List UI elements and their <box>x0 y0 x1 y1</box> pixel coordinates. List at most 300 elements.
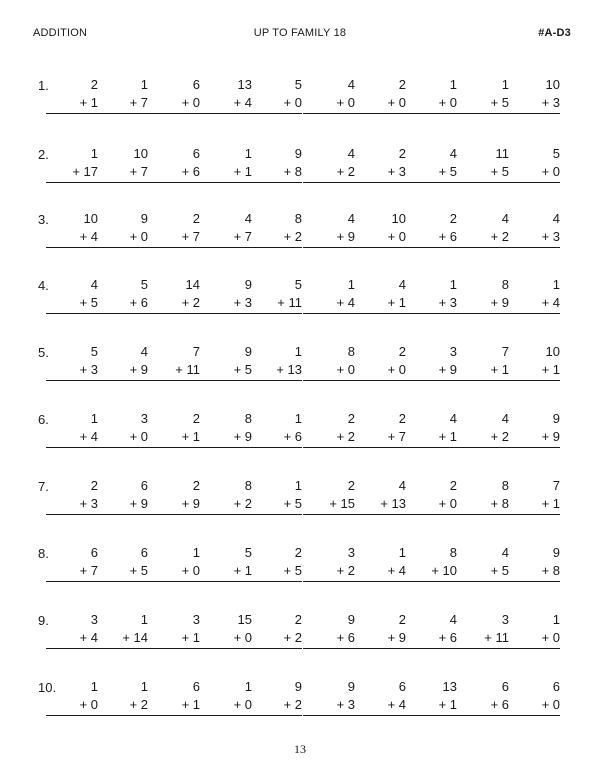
addend-bottom: + 8 <box>541 563 560 578</box>
addition-problem <box>46 76 98 114</box>
addend-top: 1 <box>552 277 560 292</box>
addition-problem <box>457 343 509 381</box>
addend-bottom: + 1 <box>181 697 200 712</box>
addition-problem <box>250 276 302 314</box>
addition-problem <box>250 210 302 248</box>
answer-line <box>354 380 406 381</box>
addition-problem <box>250 76 302 114</box>
addition-problem <box>405 276 457 314</box>
addition-problem <box>250 477 302 515</box>
addend-bottom: + 5 <box>438 164 457 179</box>
addend-bottom: + 6 <box>336 630 355 645</box>
problem-row <box>0 145 600 195</box>
addend-top: 1 <box>294 411 302 426</box>
answer-line <box>148 514 200 515</box>
worksheet-subject: ADDITION <box>33 27 88 39</box>
addition-problem <box>508 76 560 114</box>
addition-problem <box>96 210 148 248</box>
addend-top: 2 <box>398 612 406 627</box>
answer-line <box>46 247 98 248</box>
addition-problem <box>303 544 355 582</box>
addition-problem <box>148 343 200 381</box>
addition-problem <box>46 678 98 716</box>
addition-problem <box>457 678 509 716</box>
addition-problem <box>457 410 509 448</box>
answer-line <box>200 581 252 582</box>
addend-top: 4 <box>90 277 98 292</box>
problem-row <box>0 410 600 460</box>
answer-line <box>354 447 406 448</box>
addend-top: 10 <box>545 77 560 92</box>
addend-bottom: + 6 <box>129 295 148 310</box>
answer-line <box>46 380 98 381</box>
addend-top: 1 <box>90 146 98 161</box>
answer-line <box>508 247 560 248</box>
addend-top: 5 <box>244 545 252 560</box>
addend-bottom: + 9 <box>181 496 200 511</box>
addend-top: 9 <box>244 344 252 359</box>
addend-top: 1 <box>90 411 98 426</box>
addend-top: 2 <box>398 77 406 92</box>
addend-bottom: + 7 <box>79 563 98 578</box>
answer-line <box>200 380 252 381</box>
addend-bottom: + 4 <box>79 429 98 444</box>
addition-problem <box>148 276 200 314</box>
addend-bottom: + 5 <box>129 563 148 578</box>
answer-line <box>46 313 98 314</box>
addition-problem <box>303 410 355 448</box>
answer-line <box>457 715 509 716</box>
addition-problem <box>354 410 406 448</box>
addend-bottom: + 6 <box>181 164 200 179</box>
problem-row <box>0 544 600 594</box>
addition-problem <box>200 678 252 716</box>
answer-line <box>148 247 200 248</box>
addend-bottom: + 1 <box>541 496 560 511</box>
addend-bottom: + 4 <box>387 697 406 712</box>
answer-line <box>303 715 355 716</box>
addend-bottom: + 1 <box>79 95 98 110</box>
addition-problem <box>148 145 200 183</box>
addend-top: 8 <box>501 277 509 292</box>
addend-top: 8 <box>244 478 252 493</box>
addend-top: 6 <box>501 679 509 694</box>
addend-bottom: + 1 <box>233 164 252 179</box>
answer-line <box>457 514 509 515</box>
addend-bottom: + 0 <box>387 362 406 377</box>
addition-problem <box>250 611 302 649</box>
problem-row <box>0 477 600 527</box>
answer-line <box>405 514 457 515</box>
addend-top: 9 <box>347 679 355 694</box>
answer-line <box>354 715 406 716</box>
answer-line <box>457 113 509 114</box>
addition-problem <box>46 145 98 183</box>
addend-bottom: + 0 <box>79 697 98 712</box>
addition-problem <box>508 678 560 716</box>
addend-top: 6 <box>192 679 200 694</box>
addend-bottom: + 3 <box>233 295 252 310</box>
answer-line <box>457 447 509 448</box>
addition-problem <box>303 611 355 649</box>
addition-problem <box>354 76 406 114</box>
addend-bottom: + 5 <box>490 164 509 179</box>
addition-problem <box>303 343 355 381</box>
answer-line <box>96 447 148 448</box>
addend-top: 9 <box>244 277 252 292</box>
addend-top: 3 <box>90 612 98 627</box>
addend-top: 1 <box>449 77 457 92</box>
addition-problem <box>457 145 509 183</box>
answer-line <box>46 715 98 716</box>
addition-problem <box>457 76 509 114</box>
addend-top: 4 <box>347 146 355 161</box>
answer-line <box>354 113 406 114</box>
addition-problem <box>148 76 200 114</box>
answer-line <box>46 581 98 582</box>
addend-top: 2 <box>90 77 98 92</box>
answer-line <box>250 715 302 716</box>
addition-problem <box>250 145 302 183</box>
addend-top: 10 <box>83 211 98 226</box>
addend-top: 4 <box>347 77 355 92</box>
problem-row <box>0 678 600 728</box>
answer-line <box>457 581 509 582</box>
addend-top: 8 <box>244 411 252 426</box>
addend-bottom: + 2 <box>233 496 252 511</box>
addition-problem <box>46 210 98 248</box>
addend-top: 5 <box>294 77 302 92</box>
addend-bottom: + 3 <box>541 95 560 110</box>
addition-problem <box>46 410 98 448</box>
answer-line <box>303 447 355 448</box>
addition-problem <box>508 343 560 381</box>
row-number: 7. <box>38 479 49 494</box>
addition-problem <box>354 678 406 716</box>
addend-bottom: + 10 <box>431 563 457 578</box>
addend-top: 5 <box>140 277 148 292</box>
addend-bottom: + 0 <box>129 429 148 444</box>
addition-problem <box>354 145 406 183</box>
addend-top: 13 <box>442 679 457 694</box>
addend-bottom: + 4 <box>387 563 406 578</box>
addend-top: 6 <box>398 679 406 694</box>
answer-line <box>148 715 200 716</box>
addend-top: 13 <box>237 77 252 92</box>
answer-line <box>508 514 560 515</box>
addition-problem <box>508 276 560 314</box>
addend-bottom: + 4 <box>336 295 355 310</box>
answer-line <box>250 313 302 314</box>
answer-line <box>405 581 457 582</box>
addend-top: 2 <box>398 411 406 426</box>
addend-top: 1 <box>294 344 302 359</box>
addend-top: 10 <box>133 146 148 161</box>
addition-problem <box>148 477 200 515</box>
worksheet-title: UP TO FAMILY 18 <box>253 27 347 39</box>
addend-top: 2 <box>90 478 98 493</box>
addend-top: 2 <box>449 211 457 226</box>
addend-top: 9 <box>347 612 355 627</box>
addition-problem <box>96 145 148 183</box>
addend-top: 9 <box>552 545 560 560</box>
addend-bottom: + 6 <box>283 429 302 444</box>
answer-line <box>250 247 302 248</box>
answer-line <box>508 715 560 716</box>
addend-bottom: + 0 <box>233 697 252 712</box>
addend-top: 8 <box>501 478 509 493</box>
addition-problem <box>46 611 98 649</box>
addend-bottom: + 5 <box>490 563 509 578</box>
addition-problem <box>46 343 98 381</box>
addition-problem <box>250 343 302 381</box>
answer-line <box>508 380 560 381</box>
problem-row <box>0 76 600 126</box>
answer-line <box>508 113 560 114</box>
answer-line <box>148 447 200 448</box>
answer-line <box>200 514 252 515</box>
addition-problem <box>200 343 252 381</box>
answer-line <box>96 581 148 582</box>
addend-top: 5 <box>552 146 560 161</box>
answer-line <box>405 380 457 381</box>
addition-problem <box>354 343 406 381</box>
addend-bottom: + 8 <box>283 164 302 179</box>
addend-bottom: + 0 <box>541 630 560 645</box>
worksheet-code: #A-D3 <box>538 27 571 39</box>
addend-top: 2 <box>347 478 355 493</box>
addend-top: 3 <box>140 411 148 426</box>
addition-problem <box>354 210 406 248</box>
answer-line <box>405 113 457 114</box>
addend-top: 7 <box>192 344 200 359</box>
answer-line <box>200 715 252 716</box>
problem-row <box>0 343 600 393</box>
addition-problem <box>457 544 509 582</box>
row-number: 4. <box>38 278 49 293</box>
addend-bottom: + 0 <box>336 362 355 377</box>
addend-top: 8 <box>294 211 302 226</box>
answer-line <box>46 648 98 649</box>
addend-bottom: + 1 <box>541 362 560 377</box>
addend-top: 10 <box>545 344 560 359</box>
answer-line <box>96 648 148 649</box>
answer-line <box>46 182 98 183</box>
addend-bottom: + 9 <box>541 429 560 444</box>
answer-line <box>148 581 200 582</box>
answer-line <box>457 380 509 381</box>
addend-bottom: + 0 <box>541 697 560 712</box>
answer-line <box>148 648 200 649</box>
problem-row <box>0 276 600 326</box>
addition-problem <box>46 477 98 515</box>
answer-line <box>96 182 148 183</box>
addition-problem <box>148 410 200 448</box>
answer-line <box>250 182 302 183</box>
addend-bottom: + 8 <box>490 496 509 511</box>
answer-line <box>303 648 355 649</box>
addend-bottom: + 2 <box>490 429 509 444</box>
addition-problem <box>457 276 509 314</box>
addend-bottom: + 9 <box>490 295 509 310</box>
addend-top: 8 <box>347 344 355 359</box>
addend-top: 4 <box>140 344 148 359</box>
answer-line <box>200 113 252 114</box>
addend-bottom: + 0 <box>283 95 302 110</box>
addend-top: 9 <box>294 146 302 161</box>
addend-bottom: + 0 <box>336 95 355 110</box>
answer-line <box>405 313 457 314</box>
addend-bottom: + 6 <box>438 630 457 645</box>
addend-top: 6 <box>192 146 200 161</box>
addition-problem <box>303 276 355 314</box>
addition-problem <box>200 544 252 582</box>
addend-bottom: + 2 <box>283 697 302 712</box>
addend-top: 6 <box>140 478 148 493</box>
addend-bottom: + 1 <box>387 295 406 310</box>
answer-line <box>303 247 355 248</box>
addition-problem <box>457 477 509 515</box>
addend-bottom: + 5 <box>490 95 509 110</box>
row-number: 1. <box>38 78 49 93</box>
addition-problem <box>405 544 457 582</box>
addition-problem <box>96 76 148 114</box>
addend-top: 2 <box>192 411 200 426</box>
row-number: 9. <box>38 613 49 628</box>
addition-problem <box>405 678 457 716</box>
answer-line <box>457 182 509 183</box>
answer-line <box>303 514 355 515</box>
row-number: 5. <box>38 345 49 360</box>
answer-line <box>46 113 98 114</box>
addition-problem <box>508 611 560 649</box>
addend-top: 7 <box>552 478 560 493</box>
addend-top: 1 <box>244 679 252 694</box>
answer-line <box>405 447 457 448</box>
answer-line <box>250 648 302 649</box>
addend-top: 1 <box>244 146 252 161</box>
addend-top: 6 <box>140 545 148 560</box>
addition-problem <box>405 611 457 649</box>
addition-problem <box>405 210 457 248</box>
addition-problem <box>200 611 252 649</box>
addition-problem <box>200 477 252 515</box>
page-number: 13 <box>294 742 306 756</box>
addend-bottom: + 2 <box>336 563 355 578</box>
answer-line <box>354 648 406 649</box>
addend-bottom: + 9 <box>129 362 148 377</box>
addend-top: 3 <box>501 612 509 627</box>
addend-top: 4 <box>347 211 355 226</box>
answer-line <box>354 182 406 183</box>
addition-problem <box>354 611 406 649</box>
answer-line <box>250 514 302 515</box>
addend-top: 6 <box>552 679 560 694</box>
addition-problem <box>96 410 148 448</box>
answer-line <box>200 648 252 649</box>
answer-line <box>354 313 406 314</box>
answer-line <box>250 113 302 114</box>
addition-problem <box>457 611 509 649</box>
addition-problem <box>96 477 148 515</box>
addend-bottom: + 0 <box>541 164 560 179</box>
addend-top: 4 <box>552 211 560 226</box>
addition-problem <box>200 276 252 314</box>
addend-top: 2 <box>294 545 302 560</box>
addition-problem <box>200 210 252 248</box>
addend-top: 4 <box>501 411 509 426</box>
addend-top: 3 <box>192 612 200 627</box>
addend-top: 2 <box>398 146 406 161</box>
answer-line <box>303 182 355 183</box>
addend-top: 15 <box>237 612 252 627</box>
addition-problem <box>148 210 200 248</box>
answer-line <box>303 113 355 114</box>
addend-top: 3 <box>347 545 355 560</box>
addend-top: 9 <box>552 411 560 426</box>
addend-bottom: + 7 <box>129 164 148 179</box>
addend-top: 1 <box>140 612 148 627</box>
addend-bottom: + 9 <box>336 229 355 244</box>
addition-problem <box>96 276 148 314</box>
addend-bottom: + 5 <box>79 295 98 310</box>
addition-problem <box>96 611 148 649</box>
addend-bottom: + 9 <box>129 496 148 511</box>
addend-top: 9 <box>140 211 148 226</box>
answer-line <box>96 313 148 314</box>
answer-line <box>148 313 200 314</box>
addition-problem <box>303 210 355 248</box>
addend-top: 1 <box>449 277 457 292</box>
addend-bottom: + 9 <box>233 429 252 444</box>
answer-line <box>457 247 509 248</box>
answer-line <box>405 182 457 183</box>
addition-problem <box>303 76 355 114</box>
answer-line <box>354 514 406 515</box>
addition-problem <box>405 76 457 114</box>
answer-line <box>457 313 509 314</box>
answer-line <box>457 648 509 649</box>
addend-top: 5 <box>294 277 302 292</box>
addend-bottom: + 2 <box>129 697 148 712</box>
addend-top: 4 <box>398 478 406 493</box>
addend-top: 1 <box>347 277 355 292</box>
addend-top: 8 <box>449 545 457 560</box>
addend-bottom: + 3 <box>387 164 406 179</box>
addend-top: 1 <box>192 545 200 560</box>
addend-top: 4 <box>244 211 252 226</box>
addend-bottom: + 2 <box>283 229 302 244</box>
answer-line <box>200 447 252 448</box>
addition-problem <box>457 210 509 248</box>
addend-bottom: + 0 <box>233 630 252 645</box>
addition-problem <box>250 544 302 582</box>
addition-problem <box>354 477 406 515</box>
answer-line <box>405 648 457 649</box>
row-number: 2. <box>38 147 49 162</box>
addend-top: 2 <box>294 612 302 627</box>
answer-line <box>250 380 302 381</box>
answer-line <box>96 113 148 114</box>
addend-bottom: + 3 <box>541 229 560 244</box>
answer-line <box>96 247 148 248</box>
answer-line <box>405 715 457 716</box>
addend-bottom: + 1 <box>438 429 457 444</box>
addend-top: 2 <box>398 344 406 359</box>
addend-bottom: + 3 <box>79 362 98 377</box>
addend-bottom: + 6 <box>490 697 509 712</box>
answer-line <box>96 514 148 515</box>
